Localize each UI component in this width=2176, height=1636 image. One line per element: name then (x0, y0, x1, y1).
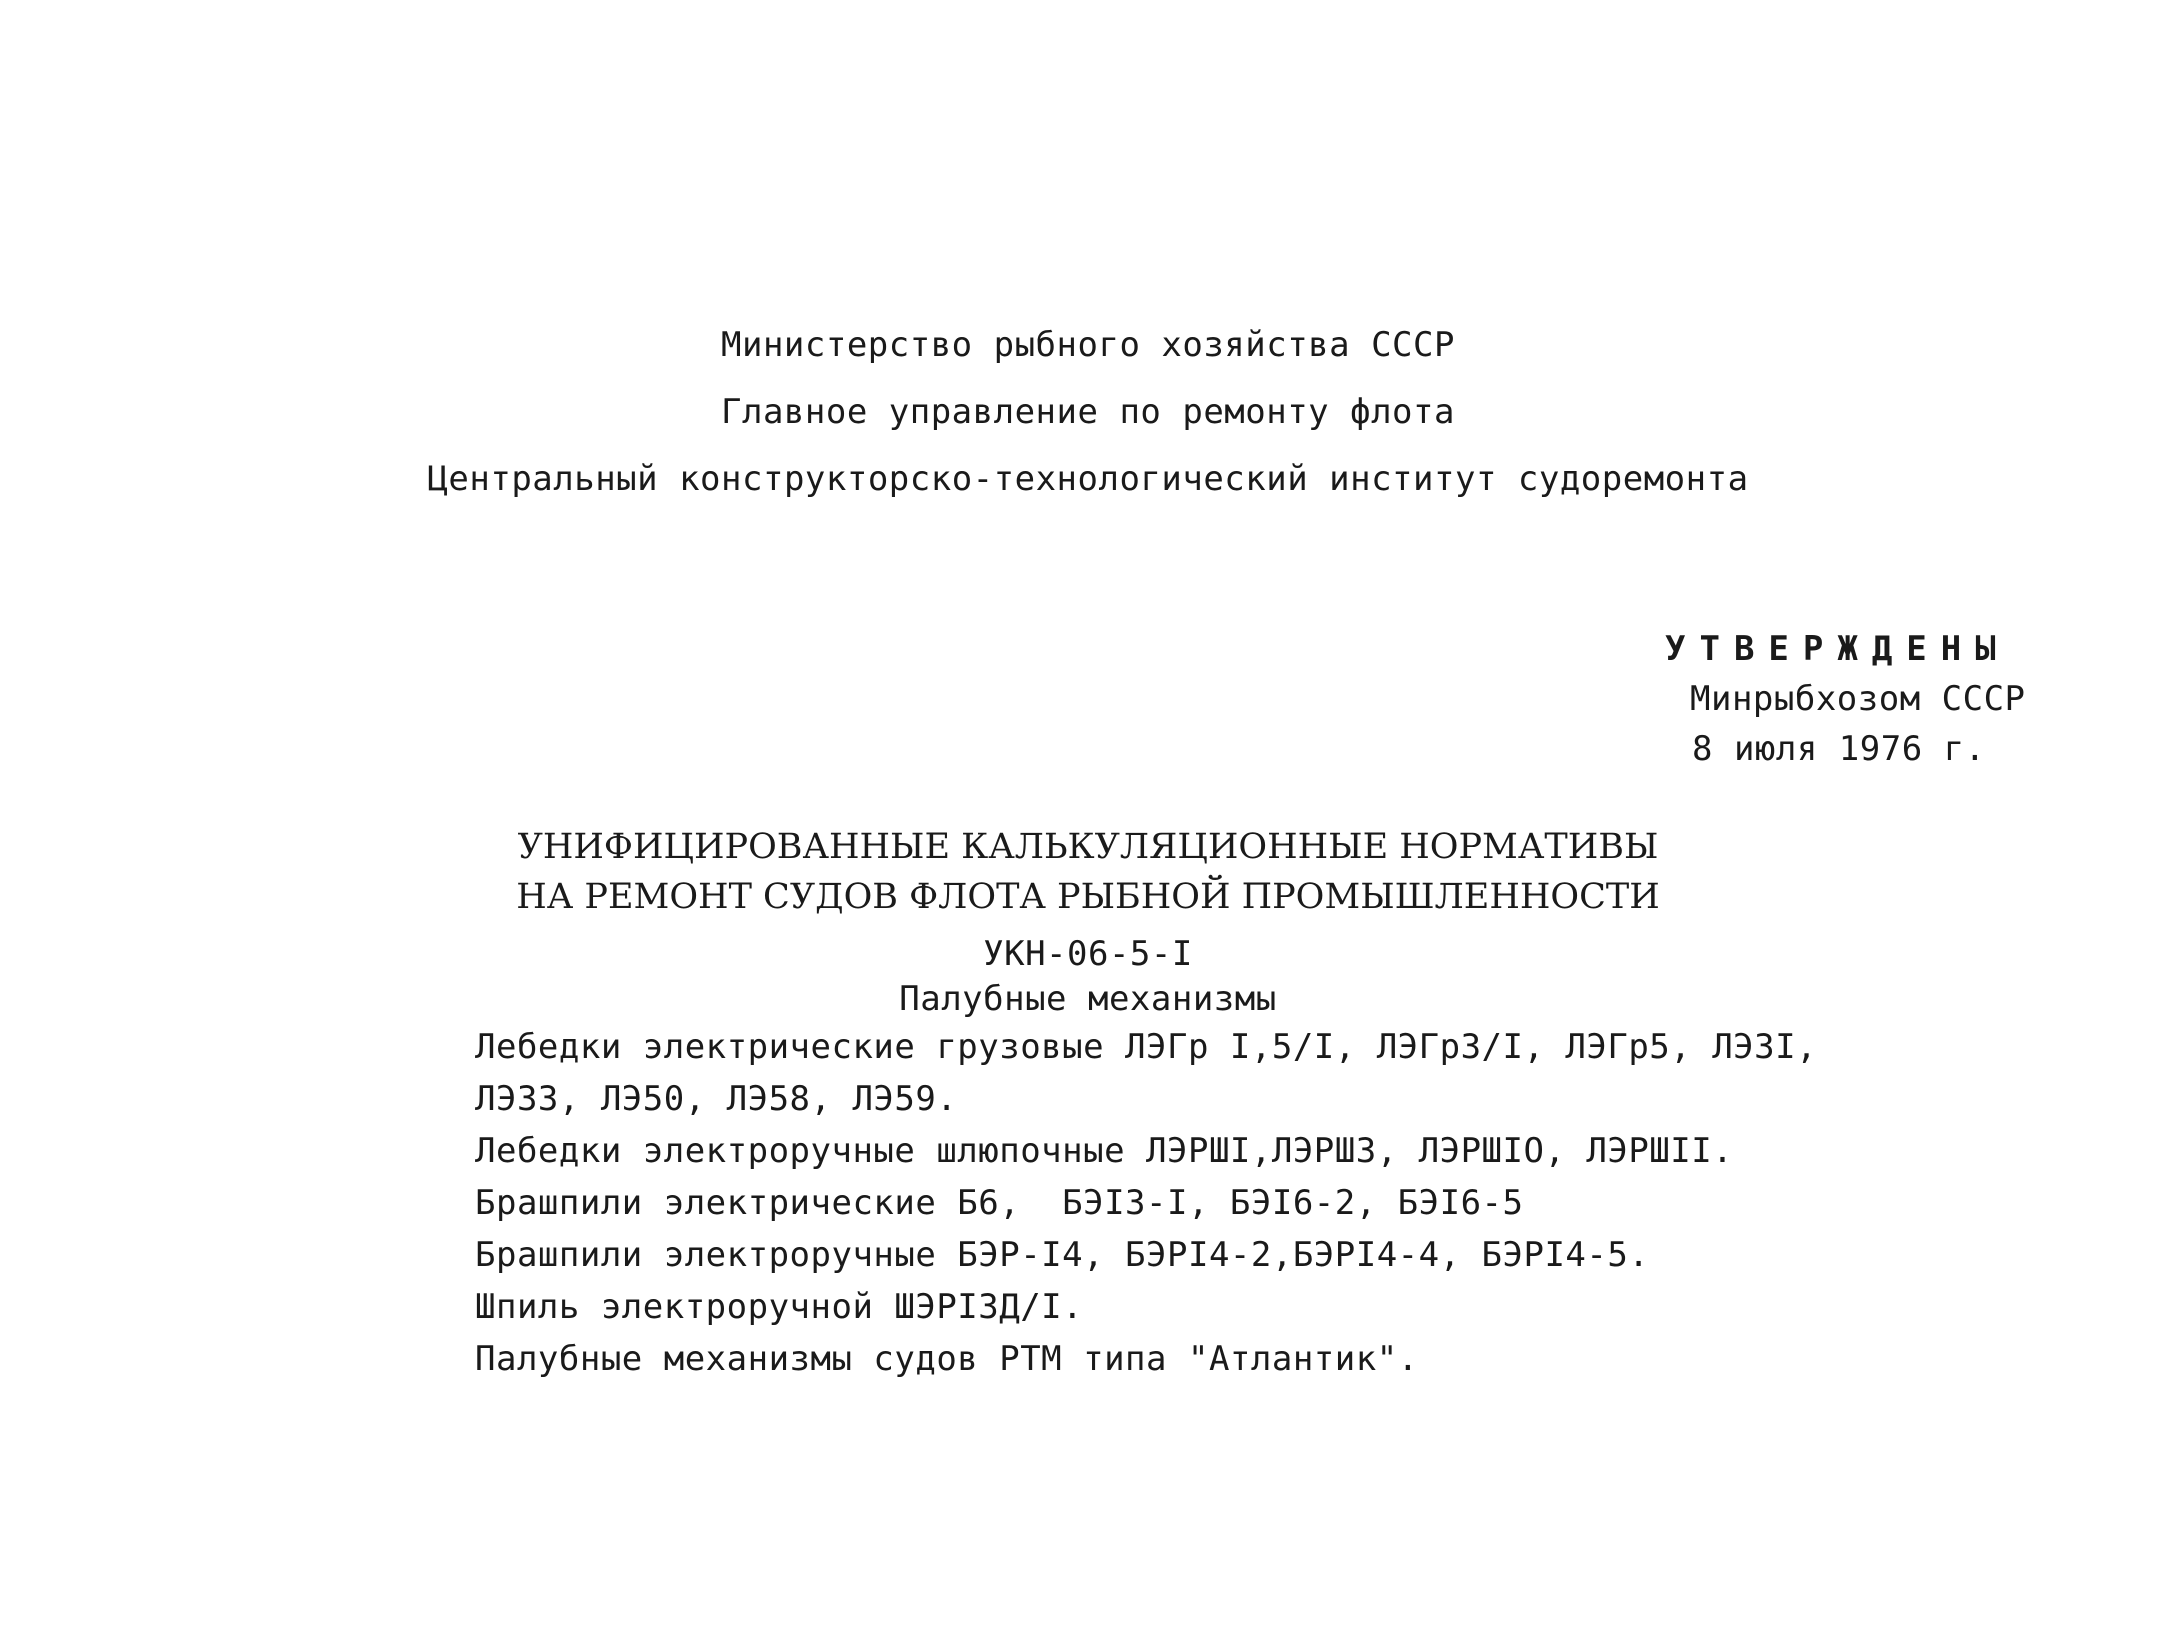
approval-title: УТВЕРЖДЕНЫ (1665, 629, 2010, 669)
ministry-line: Министерство рыбного хозяйства СССР (721, 325, 1455, 365)
list-item: ЛЭ33, ЛЭ50, ЛЭ58, ЛЭ59. (475, 1079, 958, 1119)
approval-date: 8 июля 1976 г. (1692, 729, 1986, 769)
list-item: Лебедки электроручные шлюпочные ЛЭРШI,ЛЭРШ3, ЛЭРШIО, ЛЭРШII. (475, 1131, 1734, 1171)
approval-authority: Минрыбхозом СССР (1690, 679, 2026, 719)
document-code: УКН-06-5-I (983, 934, 1193, 974)
document-title-line-2: НА РЕМОНТ СУДОВ ФЛОТА РЫБНОЙ ПРОМЫШЛЕННОСТИ (516, 877, 1660, 917)
department-line: Главное управление по ремонту флота (721, 392, 1455, 432)
list-item: Лебедки электрические грузовые ЛЭГр I,5/I, ЛЭГр3/I, ЛЭГр5, ЛЭ3I, (475, 1027, 1818, 1067)
document-subject: Палубные механизмы (899, 979, 1277, 1019)
list-item: Шпиль электроручной ШЭРI3Д/I. (475, 1287, 1084, 1327)
list-item: Брашпили электроручные БЭР-I4, БЭРI4-2,БЭРI4-4, БЭРI4-5. (475, 1235, 1650, 1275)
list-item: Брашпили электрические Б6, БЭI3-I, БЭI6-2, БЭI6-5 (475, 1183, 1524, 1223)
list-item: Палубные механизмы судов РТМ типа "Атлантик". (475, 1339, 1419, 1379)
institute-line: Центральный конструкторско-технологический институт судоремонта (427, 459, 1749, 499)
document-title-line-1: УНИФИЦИРОВАННЫЕ КАЛЬКУЛЯЦИОННЫЕ НОРМАТИВЫ (517, 827, 1659, 867)
